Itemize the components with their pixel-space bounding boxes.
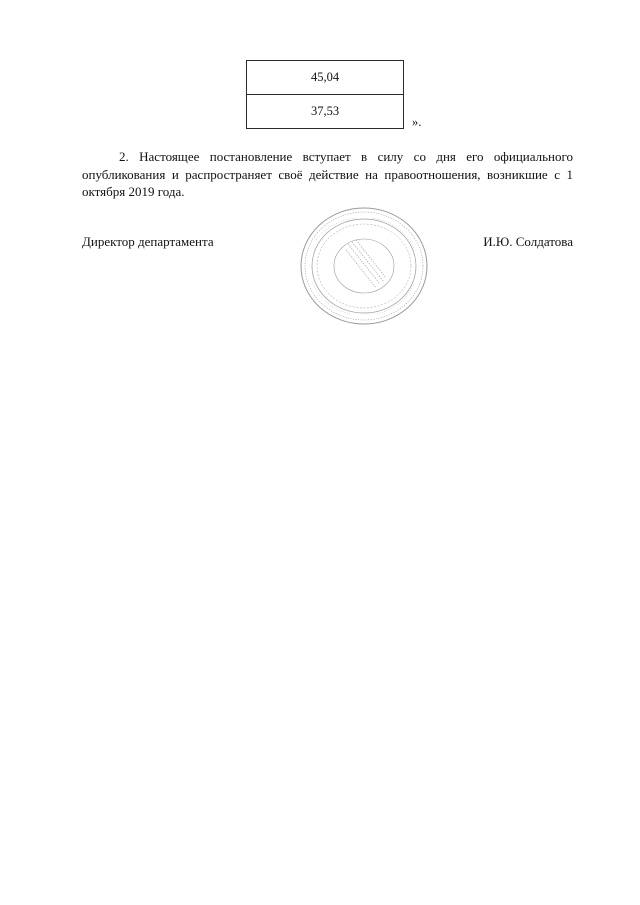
table-cell-value: 45,04 <box>247 61 404 95</box>
official-seal-stamp <box>296 204 432 328</box>
table-row <box>247 95 404 129</box>
table-cell-value: 37,53 <box>247 95 404 129</box>
signatory-position: Директор департамента <box>82 234 214 249</box>
values-table <box>246 60 404 129</box>
table-row <box>247 61 404 95</box>
paragraph-effective-date: 2. Настоящее постановление вступает в силу со дня его официального опубликования и распространяет своё действие на правоотношения, возникшие с 1 октября 2019 года. <box>82 149 573 199</box>
closing-quote-mark: ». <box>412 115 422 129</box>
signatory-name: И.Ю. Солдатова <box>483 234 573 249</box>
